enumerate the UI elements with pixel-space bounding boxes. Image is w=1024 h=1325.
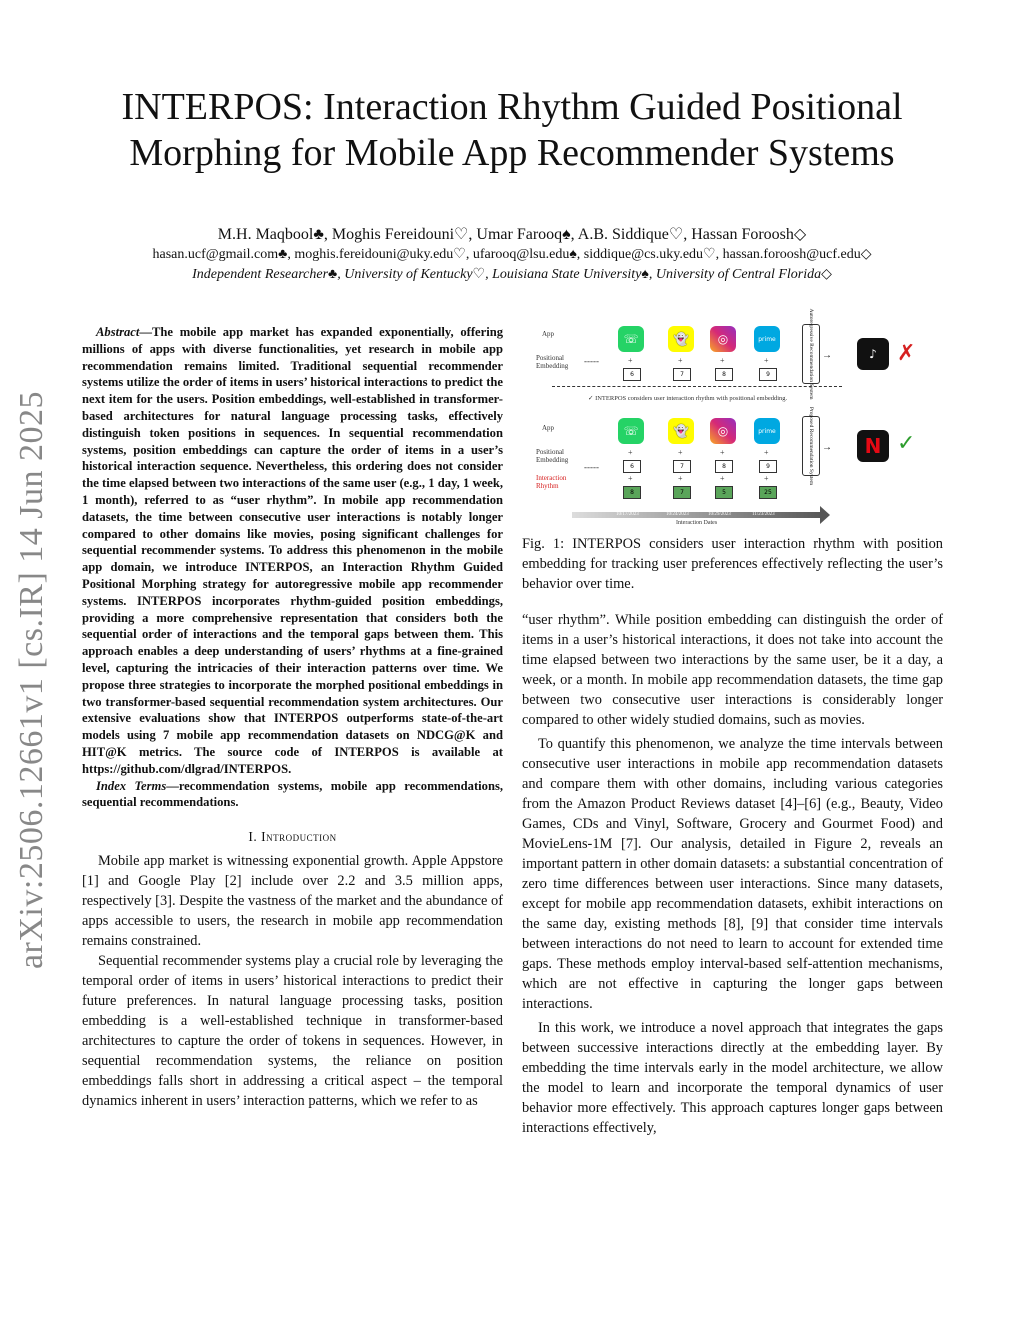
arxiv-stamp xyxy=(10,380,54,980)
plus-sign: + xyxy=(764,356,769,365)
plus-sign: + xyxy=(678,474,683,483)
figure-1 xyxy=(522,308,943,528)
rhythm-box: 8 xyxy=(623,486,641,499)
right-column xyxy=(522,308,943,1138)
position-box: 9 xyxy=(759,460,777,473)
timeline-bar xyxy=(572,512,826,518)
dashes: ----- xyxy=(584,356,599,366)
date-label: 10/29/2023 xyxy=(708,512,731,517)
date-label: 10/24/2023 xyxy=(666,512,689,517)
abstract-text: —The mobile app market has expanded exponentially, offering millions of apps with diverse functionalities, yet research in mobile app recommendation remains limited. Traditional sequential recommender systems utilize the order of items in users’ historical interactions to predict the next item for the users. Position embeddings, well-established in transformer-based architectures for natural language processing tasks, effectively distinguish token positions in sequences. In sequential recommendation systems, position embeddings can capture the order of items in a user’s historical interaction sequence. Nevertheless, this ordering does not consider the time elapsed between two interactions of the same user (e.g., 1 day, 1 week, 1 month), referred to as “user rhythm”. In mobile app recommendation datasets, the time between consecutive user interactions is notably longer compared to other domains like movies, posing significant challenges for sequential recommender systems. To address this phenomenon in the mobile app domain, we introduce INTERPOS, an Interaction Rhythm Guided Positional Morphing strategy for autoregressive mobile app recommender systems. INTERPOS incorporates rhythm-guided position embeddings, providing a more comprehensive representation that considers both the sequential order of interactions and the temporal gaps between them. This approach enables a deep understanding of users’ rhythms at a fine-grained level, capturing the intricacies of their interaction patterns over time. We propose three strategies to incorporate the morphed positional embeddings in two transformer-based sequential recommendation system architectures. Our extensive evaluations show that INTERPOS outperforms state-of-the-art models using 7 mobile app recommendation datasets on NDCG@K and HIT@K metrics. The source code of INTERPOS is available at https://github.com/dlgrad/INTERPOS. xyxy=(82,325,503,776)
position-box: 8 xyxy=(715,460,733,473)
timeline-arrowhead xyxy=(820,506,830,524)
plus-sign: + xyxy=(678,356,683,365)
body-paragraph: Mobile app market is witnessing exponential growth. Apple Appstore [1] and Google Play [2] include over 2.2 and 3.5 million apps, respectively [3]. Despite the vastness of the market and the abundance of apps accessible to users, the research in mobile app recommendation remains constrained. xyxy=(82,853,503,950)
prime-video-icon: prime xyxy=(754,418,780,444)
arxiv-stamp-text: arXiv:2506.12661v1 [cs.IR] 14 Jun 2025 xyxy=(13,390,50,970)
system-label: Autoregressive Recommendation System xyxy=(808,308,814,400)
abstract xyxy=(82,324,503,811)
abstract-lead: Abstract xyxy=(96,325,140,339)
body-paragraph: To quantify this phenomenon, we analyze the time intervals between consecutive user interactions in mobile app recommendation datasets and compare them with other domains, including various categories from the Amazon Product Reviews dataset [4]–[6] (e.g., Beauty, Video Games, CDs and Vinyl, Software, Grocery and Gourmet Food) and MovieLens-1M [7]. Our analysis, detailed in Figure 2, reveals an important pattern in other domain datasets: a substantial concentration of zero time differences between user interactions. Since many datasets, except for mobile app recommendation datasets, exhibit interactions on the same day, existing methods [8], [9] that consider time intervals between interactions do not need to learn to account for extended time gaps. These methods employ interval-based self-attention mechanisms, which are not effective in capturing the longer gaps between interactions. xyxy=(522,736,943,1012)
plus-sign: + xyxy=(720,356,725,365)
rhythm-box: 5 xyxy=(715,486,733,499)
date-label: 11/23/2023 xyxy=(752,512,775,517)
index-terms-text: —recommendation systems, mobile app recommendations, sequential recommendations. xyxy=(82,778,503,810)
body-paragraph: “user rhythm”. While position embedding can distinguish the order of items in a user’s historical interactions, it does not take into account the time elapsed between two interactions by the same user, be it a day, a week, or a month. In mobile app recommendation datasets, the time gap between two consecutive user interactions is considerably longer compared to other widely studied domains, such as movies. xyxy=(522,612,943,728)
figure-caption: Fig. 1: INTERPOS considers user interaction rhythm with position embedding for tracking user preferences effectively reflecting the user’s behavior over time. xyxy=(522,536,943,592)
rhythm-box: 25 xyxy=(759,486,777,499)
system-label: Proposed Recommendation System xyxy=(808,406,814,486)
position-box: 6 xyxy=(623,460,641,473)
plus-sign: + xyxy=(628,356,633,365)
dashes: ----- xyxy=(584,462,599,472)
plus-sign: + xyxy=(678,448,683,457)
netflix-icon: N xyxy=(857,430,889,462)
divider xyxy=(552,386,842,387)
app-label: App xyxy=(542,424,555,432)
note: ✓ INTERPOS considers user interaction rhythm with positional embedding. xyxy=(588,395,788,402)
position-box: 9 xyxy=(759,368,777,381)
email-list: hasan.ucf@gmail.com♣, moghis.fereidouni@uky.edu♡, ufarooq@lsu.edu♠, siddique@cs.uky.edu♡, hassan.foroosh@ucf.edu◇ xyxy=(152,247,872,262)
proposed-system-box xyxy=(802,406,820,486)
plus-sign: + xyxy=(764,448,769,457)
position-box: 8 xyxy=(715,368,733,381)
date-label: 10/17/2023 xyxy=(616,512,639,517)
prime-video-icon: prime xyxy=(754,326,780,352)
plus-sign: + xyxy=(720,448,725,457)
plus-sign: + xyxy=(628,448,633,457)
plus-sign: + xyxy=(628,474,633,483)
tiktok-icon: ♪ xyxy=(857,338,889,370)
index-terms-lead: Index Terms xyxy=(96,778,167,793)
instagram-icon: ◎ xyxy=(710,418,736,444)
pos-label: Positional Embedding xyxy=(536,354,569,370)
author-list: M.H. Maqbool♣, Moghis Fereidouni♡, Umar Farooq♠, A.B. Siddique♡, Hassan Foroosh◇ xyxy=(217,226,807,243)
arrow: → xyxy=(822,442,832,453)
cross-icon: ✗ xyxy=(897,340,916,365)
body-paragraph: Sequential recommender systems play a crucial role by leveraging the temporal order of items in users’ historical interactions to predict their future preferences. In natural language processing tasks, position embedding is a well-established technique in transformer-based architectures to capture the order of tokens in sequences. However, in sequential recommendation systems, the reliance on position embeddings falls short in addressing a critical aspect – the temporal dynamics inherent in users’ interaction patterns, which we refer to as xyxy=(82,953,503,1110)
app-label: App xyxy=(542,330,555,338)
plus-sign: + xyxy=(764,474,769,483)
rhythm-label: Interaction Rhythm xyxy=(536,474,567,490)
section-heading: I. Introduction xyxy=(248,829,337,845)
left-column xyxy=(82,324,503,1111)
affiliation-list: Independent Researcher♣, University of Kentucky♡, Louisiana State University♠, University of Central Florida◇ xyxy=(192,267,832,282)
autoregressive-system-box xyxy=(802,308,820,400)
snapchat-icon: 👻 xyxy=(668,418,694,444)
check-icon: ✓ xyxy=(897,430,916,455)
body-paragraph: In this work, we introduce a novel approach that integrates the gaps between successive interactions directly at the embedding layer. By embedding the time intervals early in the model architecture, we allow the model to learn and incorporate the temporal dynamics of user behavior more effectively. This approach captures longer gaps between interactions effectively, xyxy=(522,1020,943,1136)
axis-label: Interaction Dates xyxy=(676,520,718,526)
position-box: 6 xyxy=(623,368,641,381)
rhythm-box: 7 xyxy=(673,486,691,499)
instagram-icon: ◎ xyxy=(710,326,736,352)
position-box: 7 xyxy=(673,368,691,381)
position-box: 7 xyxy=(673,460,691,473)
plus-sign: + xyxy=(720,474,725,483)
pos-label: Positional Embedding xyxy=(536,448,569,464)
arrow: → xyxy=(822,350,832,361)
paper-title: INTERPOS: Interaction Rhythm Guided Positional Morphing for Mobile App Recommender Systems xyxy=(121,86,903,174)
snapchat-icon: 👻 xyxy=(668,326,694,352)
whatsapp-icon: ☏ xyxy=(618,326,644,352)
whatsapp-icon: ☏ xyxy=(618,418,644,444)
